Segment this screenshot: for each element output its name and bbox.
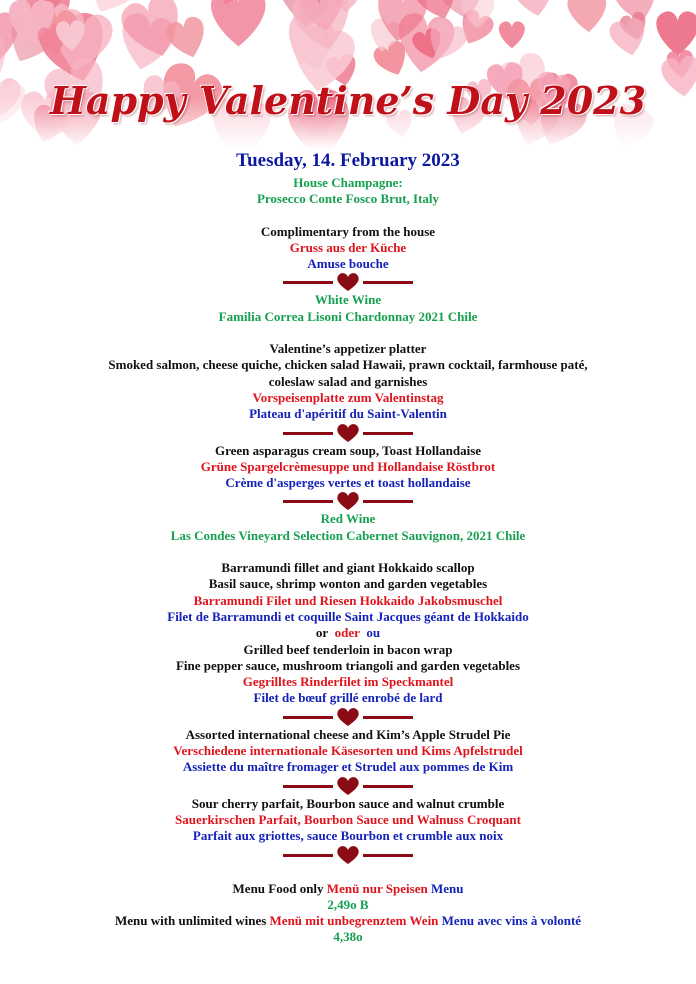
or-fr: ou [366, 625, 381, 641]
main-beef-de: Gegrilltes Rinderfilet im Speckmantel [242, 674, 454, 690]
price-food-only-en: Menu Food only [232, 880, 324, 896]
white-wine-name: Familia Correa Lisoni Chardonnay 2021 Chile [218, 308, 478, 324]
page-title: Happy Valentine’s Day 2023 [49, 78, 647, 123]
heart-icon [283, 707, 413, 727]
price-with-wines-labels [0, 913, 696, 929]
heart-divider [0, 272, 696, 292]
main-beef-title: Grilled beef tenderloin in bacon wrap [243, 641, 453, 657]
appetizer-fr: Plateau d'apéritif du Saint-Valentin [249, 406, 447, 422]
heart-icon [283, 845, 413, 865]
soup-en: Green asparagus cream soup, Toast Hollandaise [214, 442, 482, 458]
dessert-fr: Parfait aux griottes, sauce Bourbon et crumble aux noix [192, 828, 504, 844]
price-with-wines-en: Menu with unlimited wines [114, 913, 267, 929]
amuse-de: Gruss aus der Küche [289, 239, 407, 255]
amuse-fr: Amuse bouche [307, 256, 389, 272]
heart-icon [283, 776, 413, 796]
price-with-wines-de: Menü mit unbegrenztem Wein [269, 913, 439, 929]
or-de: oder [334, 625, 360, 641]
menu-body [0, 147, 696, 946]
price-with-wines-value: 4,38o [333, 929, 363, 945]
house-champagne-wine: Prosecco Conte Fosco Brut, Italy [256, 191, 440, 207]
price-food-only-value: 2,49o B [327, 896, 369, 912]
heart-divider [0, 423, 696, 443]
heart-divider [0, 707, 696, 727]
price-food-only-de: Menü nur Speisen [326, 880, 428, 896]
price-food-only-fr: Menu [430, 880, 464, 896]
appetizer-title: Valentine’s appetizer platter [269, 341, 427, 357]
house-champagne-heading: House Champagne: [293, 175, 403, 190]
menu-date: Tuesday, 14. February 2023 [236, 150, 460, 171]
heart-icon [283, 423, 413, 443]
price-food-only-labels [0, 881, 696, 897]
main-fish-title: Barramundi fillet and giant Hokkaido scallop [221, 560, 475, 576]
dessert-de: Sauerkirschen Parfait, Bourbon Sauce und Walnuss Croquant [175, 811, 521, 827]
main-beef-desc: Fine pepper sauce, mushroom triangoli and garden vegetables [175, 657, 521, 673]
cheese-en: Assorted international cheese and Kim’s Apple Strudel Pie [185, 726, 511, 742]
appetizer-desc-2: coleslaw salad and garnishes [268, 373, 428, 389]
hearts-background-icon [0, 0, 696, 150]
red-wine-name: Las Condes Vineyard Selection Cabernet Sauvignon, 2021 Chile [170, 527, 526, 543]
price-with-wines-fr: Menu avec vins à volonté [441, 913, 582, 929]
cheese-de: Verschiedene internationale Käsesorten und Kims Apfelstrudel [173, 743, 523, 759]
dessert-en: Sour cherry parfait, Bourbon sauce and walnut crumble [191, 795, 505, 811]
main-fish-desc: Basil sauce, shrimp wonton and garden vegetables [208, 576, 488, 592]
soup-de: Grüne Spargelcrèmesuppe und Hollandaise Röstbrot [200, 458, 496, 474]
cheese-fr: Assiette du maître fromager et Strudel aux pommes de Kim [182, 759, 514, 775]
amuse-en: Complimentary from the house [260, 223, 436, 239]
heart-icon [283, 491, 413, 511]
appetizer-desc-1: Smoked salmon, cheese quiche, chicken salad Hawaii, prawn cocktail, farmhouse paté, [108, 357, 588, 373]
appetizer-de: Vorspeisenplatte zum Valentinstag [252, 389, 444, 405]
heart-divider [0, 776, 696, 796]
or-en: or [315, 625, 329, 641]
main-fish-de: Barramundi Filet und Riesen Hokkaido Jakobsmuschel [193, 592, 503, 608]
heart-divider [0, 491, 696, 511]
red-wine-heading: Red Wine [320, 511, 376, 527]
main-fish-fr: Filet de Barramundi et coquille Saint Jacques géant de Hokkaido [167, 608, 529, 624]
white-wine-heading: White Wine [314, 292, 382, 308]
hearts-background [0, 0, 696, 150]
main-beef-fr: Filet de bœuf grillé enrobé de lard [253, 690, 443, 706]
heart-icon [283, 272, 413, 292]
or-line [0, 625, 696, 641]
heart-divider [0, 845, 696, 865]
soup-fr: Crème d'asperges vertes et toast hollandaise [225, 475, 471, 491]
